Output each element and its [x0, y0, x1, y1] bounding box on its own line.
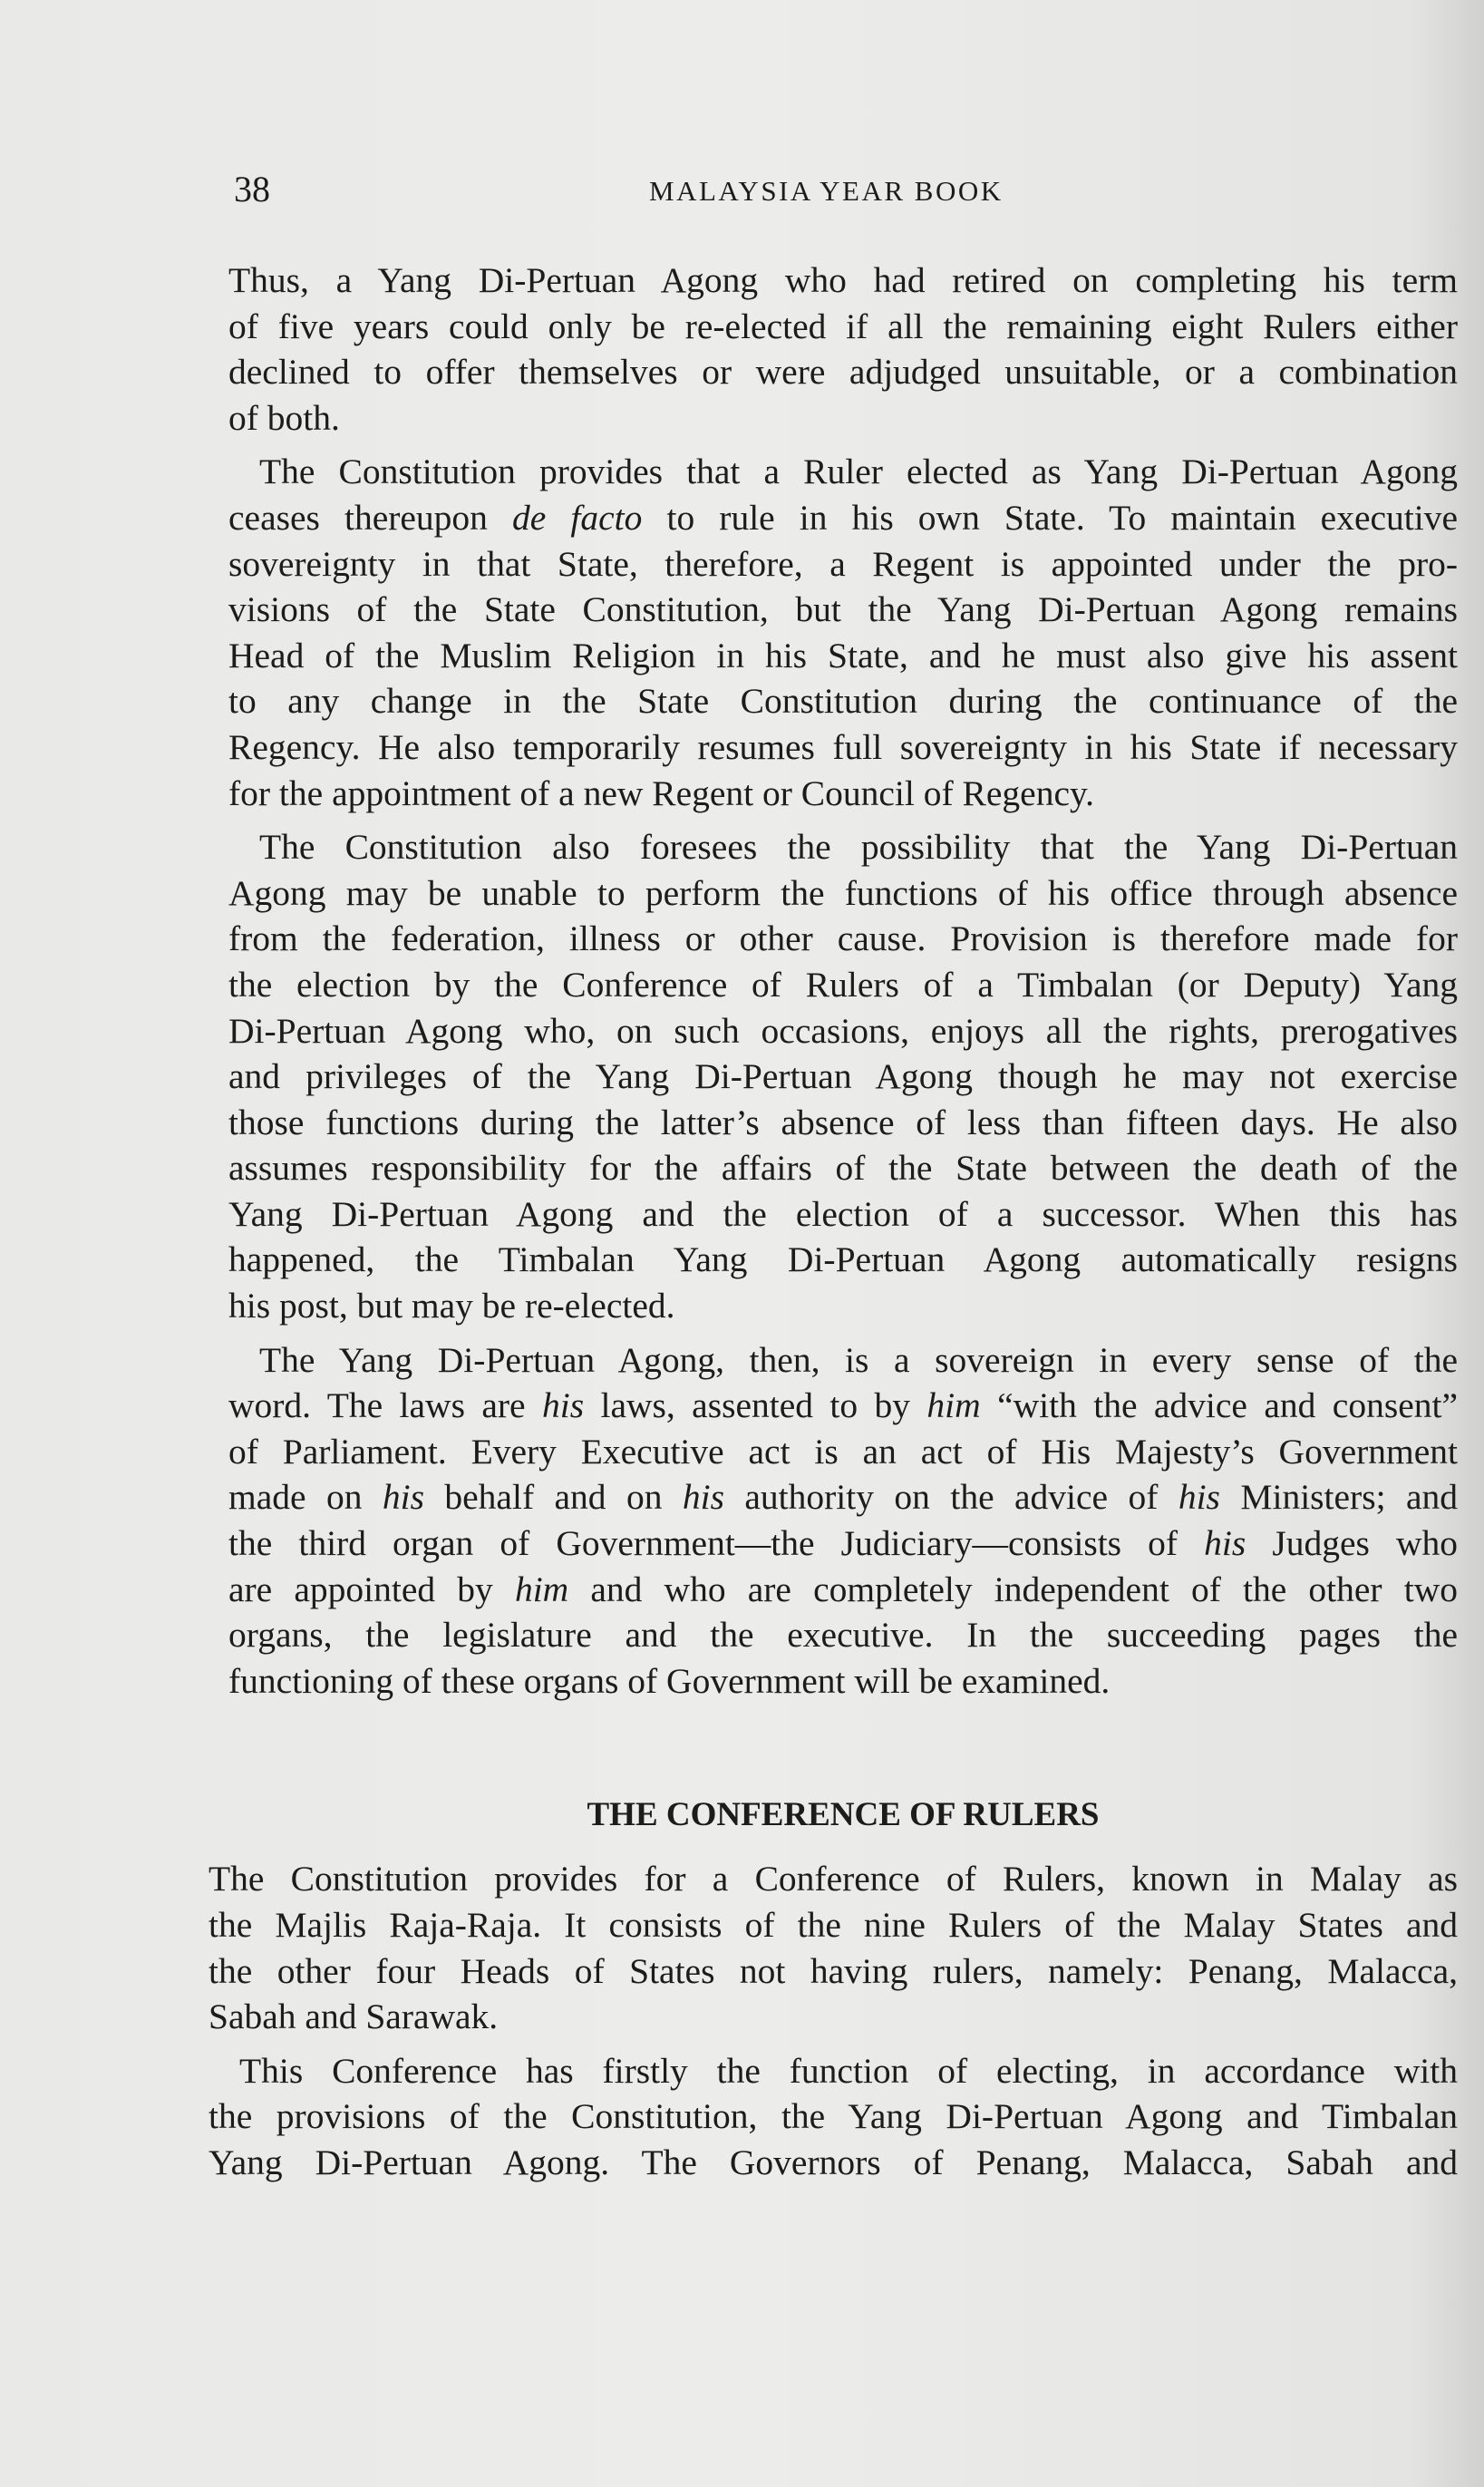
text-segment: ceases thereupon [228, 497, 513, 538]
text-line: to any change in the State Constitution during the continuance of the [228, 681, 1458, 722]
text-line: his post, but may be re-elected. [228, 1286, 675, 1326]
text-segment: the third organ of Government—the Judiciary—consists of [228, 1523, 1205, 1564]
text-segment: word. The laws are [228, 1385, 542, 1426]
text-line: of Parliament. Every Executive act is an act of His Majesty’s Government [228, 1431, 1458, 1472]
text-segment: and who are completely independent of the other two [568, 1569, 1458, 1609]
text-line [228, 1474, 1458, 1520]
text-segment: “with the advice and consent” [980, 1385, 1458, 1426]
text-line: visions of the State Constitution, but the Yang Di-Pertuan Agong remains [228, 589, 1458, 630]
text-line [228, 1567, 1458, 1613]
text-segment: to rule in his own State. To maintain executive [642, 497, 1458, 538]
text-line: those functions during the latter’s absence of less than fifteen days. He also [228, 1102, 1458, 1142]
italic-text: his [541, 1385, 585, 1426]
text-segment: are appointed by [228, 1569, 515, 1609]
text-line: Yang Di-Pertuan Agong and the election of a successor. When this has [228, 1193, 1458, 1234]
text-line: Di-Pertuan Agong who, on such occasions, enjoys all the rights, prerogatives [228, 1010, 1458, 1051]
text-segment: Judges who [1246, 1523, 1458, 1564]
text-line: Head of the Muslim Religion in his State, and he must also give his assent [228, 635, 1458, 675]
text-line: the election by the Conference of Rulers of a Timbalan (or Deputy) Yang [228, 964, 1458, 1005]
text-line [228, 1383, 1458, 1429]
text-line: This Conference has firstly the function of electing, in accordance with [239, 2050, 1458, 2091]
text-line: of five years could only be re-elected if all the remaining eight Rulers either [228, 306, 1458, 346]
italic-text: his [1204, 1523, 1246, 1564]
text-segment: laws, assented to by [584, 1385, 927, 1426]
paragraph [209, 1856, 1458, 2039]
text-line: the other four Heads of States not having rulers, namely: Penang, Malacca, [209, 1950, 1458, 1991]
paragraph [228, 824, 1458, 1329]
text-line: Agong may be unable to perform the functions of his office through absence [228, 872, 1458, 913]
text-line: assumes responsibility for the affairs of the State between the death of the [228, 1148, 1458, 1189]
text-segment: made on [228, 1477, 383, 1518]
text-line: functioning of these organs of Government will be examined. [228, 1660, 1111, 1701]
paragraph [228, 1337, 1458, 1705]
text-line: Sabah and Sarawak. [209, 1996, 499, 2037]
text-line: and privileges of the Yang Di-Pertuan Agong though he may not exercise [228, 1056, 1458, 1097]
text-line: for the appointment of a new Regent or Council of Regency. [228, 772, 1095, 813]
italic-text: his [1178, 1477, 1220, 1518]
italic-text: his [382, 1477, 424, 1518]
page-body [209, 257, 1458, 2194]
page-number: 38 [234, 169, 270, 209]
text-line: happened, the Timbalan Yang Di-Pertuan Agong automatically resigns [228, 1239, 1458, 1280]
text-line: The Constitution provides that a Ruler elected as Yang Di-Pertuan Agong [259, 452, 1458, 492]
text-line: organs, the legislature and the executive. In the succeeding pages the [228, 1615, 1458, 1656]
text-segment: authority on the advice of [723, 1477, 1178, 1518]
text-line: Yang Di-Pertuan Agong. The Governors of Penang, Malacca, Sabah and [209, 2142, 1458, 2182]
text-line: Regency. He also temporarily resumes full sovereignty in his State if necessary [228, 726, 1458, 767]
text-line: sovereignty in that State, therefore, a Regent is appointed under the pro- [228, 543, 1458, 584]
italic-text: him [514, 1569, 569, 1609]
text-line: the provisions of the Constitution, the Yang Di-Pertuan Agong and Timbalan [209, 2096, 1458, 2137]
text-line: the Majlis Raja-Raja. It consists of the nine Rulers of the Malay States and [209, 1905, 1458, 1945]
text-line: of both. [228, 397, 340, 438]
paragraph [228, 449, 1458, 816]
text-line: Thus, a Yang Di-Pertuan Agong who had retired on completing his term [228, 260, 1458, 300]
text-line: from the federation, illness or other cause. Provision is therefore made for [228, 918, 1458, 959]
text-line [228, 1520, 1458, 1567]
running-title: MALAYSIA YEAR BOOK [649, 175, 1004, 207]
section-heading: THE CONFERENCE OF RULERS [587, 1796, 1100, 1834]
text-line [228, 495, 1458, 541]
text-segment: behalf and on [423, 1477, 683, 1518]
text-segment: Ministers; and [1219, 1477, 1458, 1518]
paragraph [209, 2048, 1458, 2186]
italic-text: de facto [512, 497, 643, 538]
text-line: The Constitution provides for a Conference of Rulers, known in Malay as [209, 1859, 1458, 1899]
italic-text: him [926, 1385, 981, 1426]
paragraph [228, 257, 1458, 441]
text-line: declined to offer themselves or were adjudged unsuitable, or a combination [228, 352, 1458, 393]
italic-text: his [682, 1477, 724, 1518]
text-line: The Constitution also foresees the possibility that the Yang Di-Pertuan [259, 827, 1458, 868]
text-line: The Yang Di-Pertuan Agong, then, is a sovereign in every sense of the [259, 1339, 1458, 1380]
